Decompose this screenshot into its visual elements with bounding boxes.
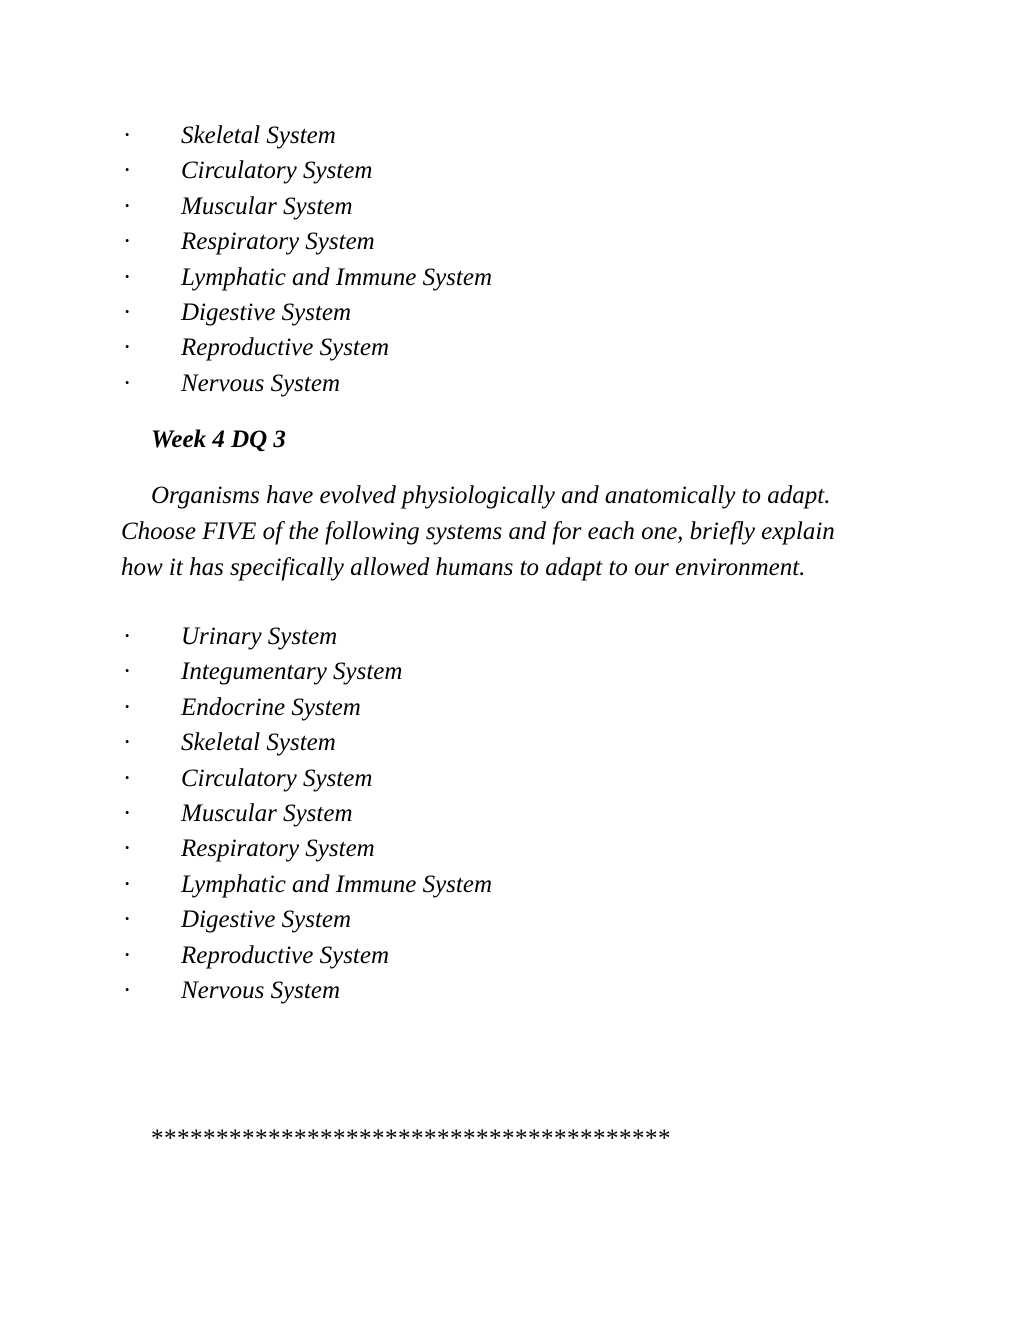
list-item-text: Nervous System: [181, 369, 340, 397]
bullet-icon: ·: [123, 693, 132, 721]
list-item-text: Digestive System: [181, 906, 352, 934]
list-item-text: Reproductive System: [181, 941, 390, 969]
bullet-icon: ·: [123, 228, 132, 256]
list-item-text: Reproductive System: [181, 334, 390, 362]
bullet-icon: ·: [123, 658, 132, 686]
bullet-icon: ·: [123, 157, 132, 185]
list-item-text: Muscular System: [181, 192, 353, 220]
bullet-icon: ·: [123, 764, 132, 792]
list-item-text: Circulatory System: [181, 157, 373, 185]
bullet-icon: ·: [123, 870, 132, 898]
bullet-icon: ·: [123, 298, 132, 326]
list-item-text: Skeletal System: [181, 122, 336, 149]
bullet-icon: ·: [123, 799, 132, 827]
paragraph-line: Choose FIVE of the following systems and for each one, briefly explain: [121, 518, 835, 545]
list-item-text: Digestive System: [181, 298, 352, 326]
paragraph-line: how it has specifically allowed humans to adapt to our environment.: [121, 554, 806, 581]
bullet-icon: ·: [123, 623, 132, 650]
bullet-icon: ·: [123, 976, 132, 1004]
question-paragraph: [121, 478, 911, 586]
bullet-icon: ·: [123, 835, 132, 863]
list-item-text: Lymphatic and Immune System: [181, 263, 492, 291]
list-item-text: Urinary System: [181, 623, 338, 650]
bullet-icon: ·: [123, 122, 132, 149]
list-item-text: Respiratory System: [181, 228, 375, 256]
list-item-text: Muscular System: [181, 799, 353, 827]
list-item-text: Respiratory System: [181, 835, 375, 863]
list-item-text: Lymphatic and Immune System: [181, 870, 492, 898]
list-item-text: Integumentary System: [181, 658, 403, 686]
bullet-icon: ·: [123, 192, 132, 220]
bullet-icon: ·: [123, 334, 132, 362]
list-item-text: Nervous System: [181, 976, 340, 1004]
list-item-text: Endocrine System: [181, 693, 361, 721]
section-heading: Week 4 DQ 3: [151, 426, 286, 453]
paragraph-line: Organisms have evolved physiologically and anatomically to adapt.: [151, 482, 831, 509]
bullet-icon: ·: [123, 906, 132, 934]
list-item-text: Circulatory System: [181, 764, 373, 792]
bullet-icon: ·: [123, 369, 132, 397]
list-item-text: Skeletal System: [181, 729, 336, 757]
bullet-icon: ·: [123, 941, 132, 969]
bullet-icon: ·: [123, 263, 132, 291]
asterisk-separator: ****************************************: [151, 1125, 671, 1152]
bullet-icon: ·: [123, 729, 132, 757]
